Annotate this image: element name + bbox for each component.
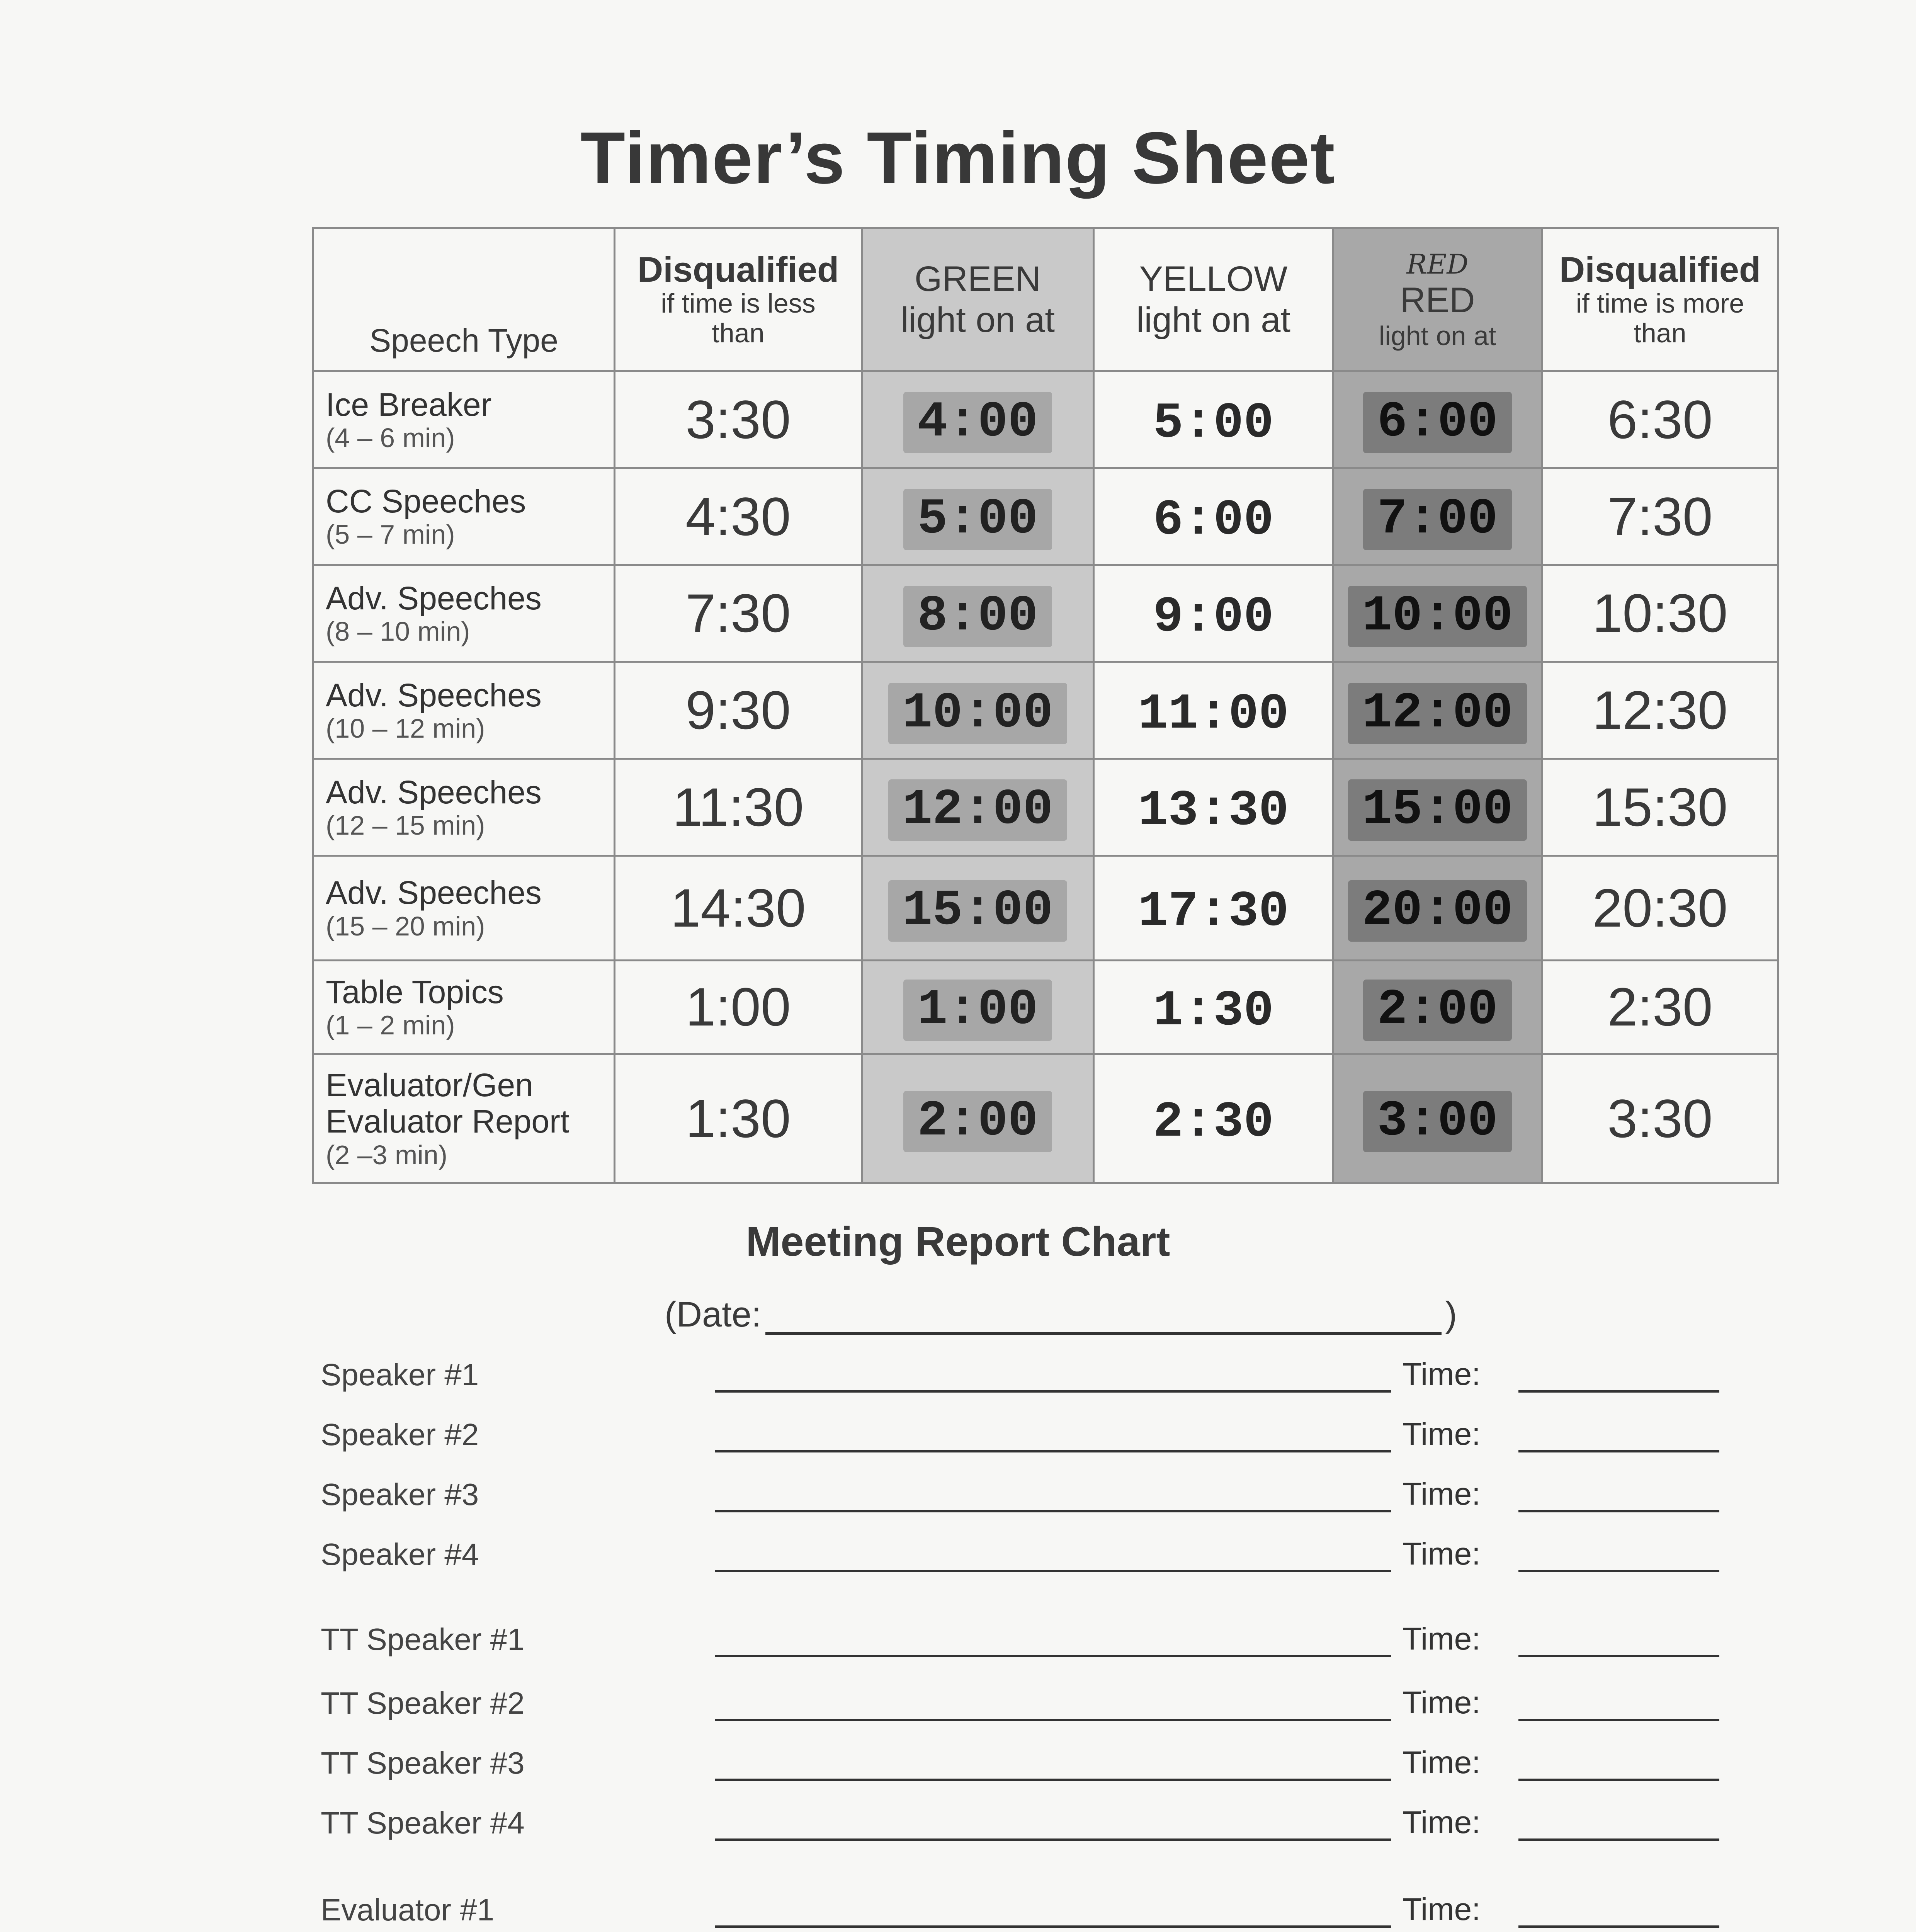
report-row-label: Evaluator #1 xyxy=(321,1893,495,1927)
time-label: Time: xyxy=(1403,1357,1481,1392)
red-time: 2:00 xyxy=(1363,980,1511,1041)
yellow-time: 13:30 xyxy=(1138,783,1289,840)
header-disq-more-sub1: if time is more xyxy=(1576,288,1744,318)
name-field[interactable] xyxy=(715,1808,1391,1841)
report-row xyxy=(321,1356,1719,1393)
speech-type-range: (2 –3 min) xyxy=(326,1139,448,1170)
green-time: 4:00 xyxy=(903,392,1052,453)
yellow-time-cell xyxy=(1094,855,1333,960)
date-label: (Date: xyxy=(665,1295,762,1334)
header-disq-more-main: Disqualified xyxy=(1559,250,1761,290)
green-time: 12:00 xyxy=(888,779,1067,841)
disqualified-more-time: 12:30 xyxy=(1542,662,1778,759)
page-title: Timer’s Timing Sheet xyxy=(580,117,1336,199)
date-field[interactable] xyxy=(765,1298,1442,1335)
red-time: 3:00 xyxy=(1363,1091,1511,1152)
red-time-cell xyxy=(1333,468,1542,565)
speech-type-name: Ice Breaker xyxy=(326,386,492,423)
speech-type-name: Adv. Speeches xyxy=(326,774,542,810)
time-field[interactable] xyxy=(1518,1808,1719,1841)
report-row xyxy=(321,1476,1719,1512)
report-row xyxy=(321,1804,1719,1841)
time-label: Time: xyxy=(1403,1805,1481,1840)
speech-type-range: (5 – 7 min) xyxy=(326,519,455,550)
header-disq-less-main: Disqualified xyxy=(637,250,839,290)
name-field[interactable] xyxy=(715,1624,1391,1657)
header-red-line2: light on at xyxy=(1379,320,1496,351)
name-field[interactable] xyxy=(715,1895,1391,1928)
green-time-cell xyxy=(862,855,1094,960)
disqualified-less-time: 1:00 xyxy=(615,960,862,1054)
disqualified-more-time: 3:30 xyxy=(1542,1054,1778,1183)
speech-type-cell xyxy=(313,759,615,855)
header-green-line1: GREEN xyxy=(914,259,1041,299)
speech-type-cell xyxy=(313,371,615,468)
disqualified-less-time: 9:30 xyxy=(615,662,862,759)
yellow-time: 9:00 xyxy=(1153,589,1274,646)
report-row xyxy=(321,1536,1719,1572)
speech-type-name: CC Speeches xyxy=(326,483,526,520)
header-green-line2: light on at xyxy=(901,300,1055,340)
report-row xyxy=(321,1685,1719,1721)
green-time: 1:00 xyxy=(903,980,1052,1041)
disqualified-more-time: 7:30 xyxy=(1542,468,1778,565)
yellow-time-cell xyxy=(1094,662,1333,759)
table-row xyxy=(313,855,1778,960)
disqualified-less-time: 3:30 xyxy=(615,371,862,468)
report-row-label: TT Speaker #2 xyxy=(321,1686,525,1720)
speech-type-cell xyxy=(313,662,615,759)
speech-type-range: (8 – 10 min) xyxy=(326,616,470,647)
table-row xyxy=(313,565,1778,662)
disqualified-less-time: 7:30 xyxy=(615,565,862,662)
red-time-cell xyxy=(1333,1054,1542,1183)
green-time-cell xyxy=(862,468,1094,565)
name-field[interactable] xyxy=(715,1479,1391,1512)
yellow-time: 5:00 xyxy=(1153,395,1274,452)
speech-type-range: (12 – 15 min) xyxy=(326,810,485,840)
yellow-time-cell xyxy=(1094,565,1333,662)
report-row-label: Speaker #2 xyxy=(321,1417,479,1452)
disqualified-less-time: 1:30 xyxy=(615,1054,862,1183)
table-row xyxy=(313,662,1778,759)
header-yellow xyxy=(1094,228,1333,371)
green-time-cell xyxy=(862,371,1094,468)
time-label: Time: xyxy=(1403,1685,1481,1720)
name-field[interactable] xyxy=(715,1419,1391,1452)
header-speech-type: Speech Type xyxy=(313,228,615,371)
speech-type-range: (15 – 20 min) xyxy=(326,911,485,941)
time-label: Time: xyxy=(1403,1621,1481,1656)
timing-table xyxy=(312,227,1779,1184)
table-header-row xyxy=(313,228,1778,371)
time-label: Time: xyxy=(1403,1892,1481,1927)
table-row xyxy=(313,1054,1778,1183)
red-time-cell xyxy=(1333,855,1542,960)
green-time: 5:00 xyxy=(903,489,1052,550)
red-time-cell xyxy=(1333,759,1542,855)
yellow-time: 2:30 xyxy=(1153,1094,1274,1151)
speech-type-cell xyxy=(313,855,615,960)
speech-type-name: Evaluator/Gen Evaluator Report xyxy=(326,1067,570,1140)
name-field[interactable] xyxy=(715,1748,1391,1781)
header-disq-less-sub2: than xyxy=(712,318,765,348)
red-time-cell xyxy=(1333,960,1542,1054)
time-field[interactable] xyxy=(1518,1748,1719,1781)
speech-type-name: Adv. Speeches xyxy=(326,874,542,911)
disqualified-more-time: 10:30 xyxy=(1542,565,1778,662)
red-time-cell xyxy=(1333,371,1542,468)
yellow-time-cell xyxy=(1094,468,1333,565)
disqualified-more-time: 15:30 xyxy=(1542,759,1778,855)
disqualified-more-time: 2:30 xyxy=(1542,960,1778,1054)
time-field[interactable] xyxy=(1518,1479,1719,1512)
yellow-time-cell xyxy=(1094,759,1333,855)
speech-type-cell xyxy=(313,468,615,565)
time-label: Time: xyxy=(1403,1536,1481,1571)
header-disqualified-less xyxy=(615,228,862,371)
red-time-cell xyxy=(1333,662,1542,759)
red-time: 10:00 xyxy=(1348,586,1527,647)
header-green xyxy=(862,228,1094,371)
green-time-cell xyxy=(862,759,1094,855)
speech-type-name: Adv. Speeches xyxy=(326,677,542,713)
green-time-cell xyxy=(862,960,1094,1054)
speech-type-cell xyxy=(313,565,615,662)
header-red-line1: RED xyxy=(1400,281,1475,320)
yellow-time-cell xyxy=(1094,1054,1333,1183)
report-row-label: TT Speaker #3 xyxy=(321,1746,525,1780)
green-time: 10:00 xyxy=(888,683,1067,744)
name-field[interactable] xyxy=(715,1539,1391,1572)
speech-type-cell xyxy=(313,1054,615,1183)
time-field[interactable] xyxy=(1518,1419,1719,1452)
green-time-cell xyxy=(862,565,1094,662)
date-close: ) xyxy=(1445,1295,1457,1334)
time-field[interactable] xyxy=(1518,1539,1719,1572)
time-field[interactable] xyxy=(1518,1688,1719,1721)
yellow-time-cell xyxy=(1094,371,1333,468)
time-label: Time: xyxy=(1403,1745,1481,1780)
disqualified-less-time: 14:30 xyxy=(615,855,862,960)
yellow-time: 6:00 xyxy=(1153,492,1274,549)
table-row xyxy=(313,468,1778,565)
time-field[interactable] xyxy=(1518,1895,1719,1928)
header-yellow-line2: light on at xyxy=(1136,300,1290,340)
header-yellow-line1: YELLOW xyxy=(1139,259,1288,299)
time-field[interactable] xyxy=(1518,1359,1719,1393)
date-line xyxy=(665,1294,1457,1335)
speech-type-cell xyxy=(313,960,615,1054)
time-label: Time: xyxy=(1403,1417,1481,1452)
speech-type-range: (1 – 2 min) xyxy=(326,1010,455,1041)
green-time: 2:00 xyxy=(903,1091,1052,1152)
red-time: 7:00 xyxy=(1363,489,1511,550)
green-time: 15:00 xyxy=(888,880,1067,942)
red-time: 15:00 xyxy=(1348,779,1527,841)
table-row xyxy=(313,960,1778,1054)
green-time-cell xyxy=(862,662,1094,759)
disqualified-more-time: 6:30 xyxy=(1542,371,1778,468)
report-row-label: TT Speaker #1 xyxy=(321,1622,525,1656)
red-time: 6:00 xyxy=(1363,392,1511,453)
header-disq-less-sub1: if time is less xyxy=(661,288,816,318)
disqualified-more-time: 20:30 xyxy=(1542,855,1778,960)
report-row xyxy=(321,1621,1719,1657)
time-label: Time: xyxy=(1403,1476,1481,1512)
report-row-label: Speaker #4 xyxy=(321,1537,479,1571)
table-row xyxy=(313,371,1778,468)
green-time: 8:00 xyxy=(903,586,1052,647)
red-time-cell xyxy=(1333,565,1542,662)
red-time: 12:00 xyxy=(1348,683,1527,744)
report-row-label: TT Speaker #4 xyxy=(321,1806,525,1840)
report-row xyxy=(321,1891,1719,1928)
report-row xyxy=(321,1416,1719,1452)
name-field[interactable] xyxy=(715,1359,1391,1393)
red-time: 20:00 xyxy=(1348,880,1527,942)
yellow-time: 11:00 xyxy=(1138,686,1289,743)
disqualified-less-time: 11:30 xyxy=(615,759,862,855)
header-red xyxy=(1333,228,1542,371)
speech-type-range: (10 – 12 min) xyxy=(326,713,485,743)
report-row xyxy=(321,1745,1719,1781)
speech-type-range: (4 – 6 min) xyxy=(326,422,455,453)
header-disq-more-sub2: than xyxy=(1634,318,1686,348)
yellow-time-cell xyxy=(1094,960,1333,1054)
time-field[interactable] xyxy=(1518,1624,1719,1657)
yellow-time: 17:30 xyxy=(1138,884,1289,941)
name-field[interactable] xyxy=(715,1688,1391,1721)
table-row xyxy=(313,759,1778,855)
disqualified-less-time: 4:30 xyxy=(615,468,862,565)
header-disqualified-more xyxy=(1542,228,1778,371)
report-row-label: Speaker #3 xyxy=(321,1477,479,1512)
yellow-time: 1:30 xyxy=(1153,983,1274,1040)
speech-type-name: Adv. Speeches xyxy=(326,580,542,617)
report-row-label: Speaker #1 xyxy=(321,1357,479,1392)
header-red-handwritten: RED xyxy=(1406,248,1469,281)
speech-type-name: Table Topics xyxy=(326,974,504,1010)
report-title: Meeting Report Chart xyxy=(746,1218,1170,1265)
green-time-cell xyxy=(862,1054,1094,1183)
